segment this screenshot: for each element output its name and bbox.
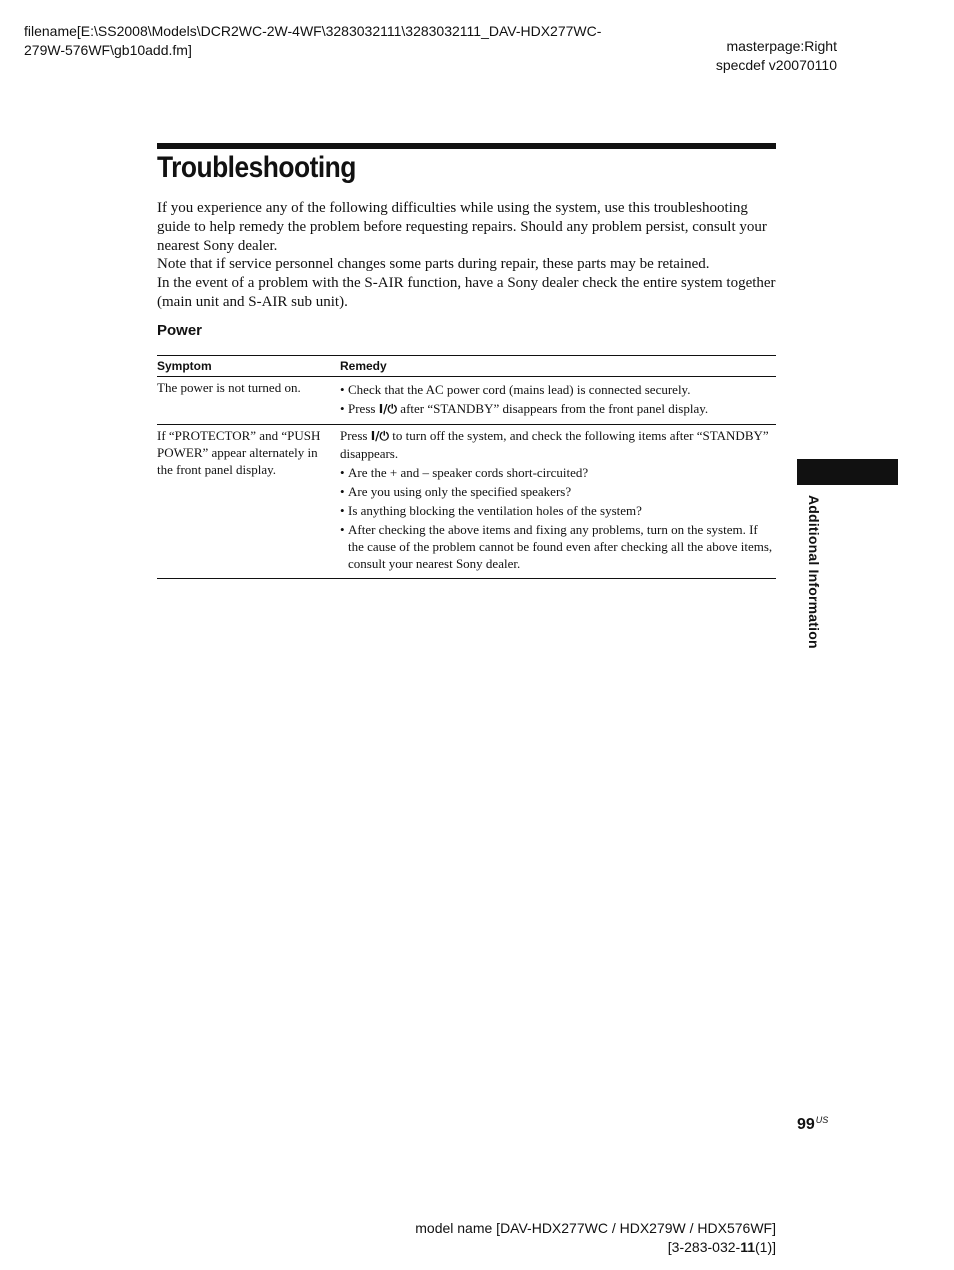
bullet-icon: • bbox=[340, 503, 345, 518]
page-number bbox=[797, 1115, 828, 1134]
symptom-cell: The power is not turned on. bbox=[157, 380, 301, 395]
page-number-suffix: US bbox=[815, 1115, 829, 1125]
column-header-symptom: Symptom bbox=[157, 359, 212, 373]
remedy-bullet-text bbox=[348, 400, 776, 418]
remedy-text-pre: Press bbox=[340, 428, 371, 443]
remedy-bullet bbox=[340, 483, 776, 500]
intro-text bbox=[157, 199, 776, 312]
header-filename-line1: filename[E:\SS2008\Models\DCR2WC-2W-4WF\3283032111\3283032111_DAV-HDX277WC- bbox=[24, 23, 602, 39]
bullet-icon: • bbox=[340, 382, 345, 397]
remedy-text-post: after “STANDBY” disappears from the front panel display. bbox=[397, 401, 709, 416]
table-header bbox=[157, 356, 776, 377]
page-title: Troubleshooting bbox=[157, 151, 356, 184]
table-row bbox=[157, 424, 776, 578]
remedy-bullet bbox=[340, 521, 776, 572]
header-filename-line2: 279W-576WF\gb10add.fm] bbox=[24, 42, 192, 58]
section-tab-label: Additional Information bbox=[806, 495, 822, 649]
troubleshooting-table bbox=[157, 355, 776, 579]
remedy-bullet bbox=[340, 464, 776, 481]
remedy-text-pre: Press bbox=[348, 401, 379, 416]
bullet-icon: • bbox=[340, 401, 345, 416]
remedy-cell bbox=[340, 427, 776, 572]
footer-model-name: model name [DAV-HDX277WC / HDX279W / HDX576WF] bbox=[415, 1220, 776, 1236]
column-header-remedy: Remedy bbox=[340, 359, 387, 373]
bullet-icon: • bbox=[340, 484, 345, 499]
remedy-bullet bbox=[340, 400, 776, 418]
footer-code-pre: [3-283-032- bbox=[667, 1239, 741, 1255]
header-masterpage-label: masterpage:Right bbox=[726, 38, 837, 54]
symptom-cell: If “PROTECTOR” and “PUSH POWER” appear alternately in the front panel display. bbox=[157, 428, 321, 477]
intro-paragraph: If you experience any of the following difficulties while using the system, use this troubleshooting guide to help remedy the problem before requesting repairs. Should any problem persist, consult your nearest Sony dealer. bbox=[157, 200, 767, 254]
title-rule bbox=[157, 143, 776, 149]
footer-code-bold: 11 bbox=[740, 1239, 755, 1255]
section-tab-marker bbox=[797, 459, 898, 485]
power-icon: I/⏻ bbox=[370, 429, 390, 443]
remedy-lead-text bbox=[340, 427, 776, 462]
footer-code bbox=[415, 1238, 776, 1257]
remedy-text-post: to turn off the system, and check the following items after “STANDBY” disappears. bbox=[340, 428, 769, 461]
header-filename bbox=[24, 22, 644, 60]
remedy-bullet bbox=[340, 381, 776, 398]
header-specdef-label: specdef v20070110 bbox=[715, 57, 837, 73]
section-heading-power: Power bbox=[157, 322, 203, 339]
intro-paragraph: Note that if service personnel changes some parts during repair, these parts may be retained. bbox=[157, 256, 710, 273]
remedy-bullet-text: Is anything blocking the ventilation holes of the system? bbox=[348, 503, 642, 518]
table-row bbox=[157, 377, 776, 424]
power-icon: I/⏻ bbox=[378, 402, 398, 416]
header-masterpage bbox=[716, 37, 837, 75]
bullet-icon: • bbox=[340, 465, 345, 480]
remedy-cell bbox=[340, 379, 776, 418]
intro-paragraph: In the event of a problem with the S-AIR function, have a Sony dealer check the entire system together (main unit and S-AIR sub unit). bbox=[157, 275, 776, 310]
remedy-bullet-text: After checking the above items and fixing any problems, turn on the system. If the cause of the problem cannot be found even after checking all the above items, consult your nearest Sony dealer. bbox=[348, 522, 773, 571]
remedy-bullet-text: Are the + and – speaker cords short-circuited? bbox=[348, 465, 589, 480]
footer bbox=[415, 1219, 776, 1257]
remedy-bullet-text: Are you using only the specified speakers? bbox=[348, 484, 572, 499]
bullet-icon: • bbox=[340, 522, 345, 537]
page-number-value: 99 bbox=[797, 1116, 815, 1133]
remedy-bullet bbox=[340, 502, 776, 519]
remedy-bullet-text: Check that the AC power cord (mains lead) is connected securely. bbox=[348, 382, 691, 397]
footer-code-post: (1)] bbox=[755, 1239, 776, 1255]
